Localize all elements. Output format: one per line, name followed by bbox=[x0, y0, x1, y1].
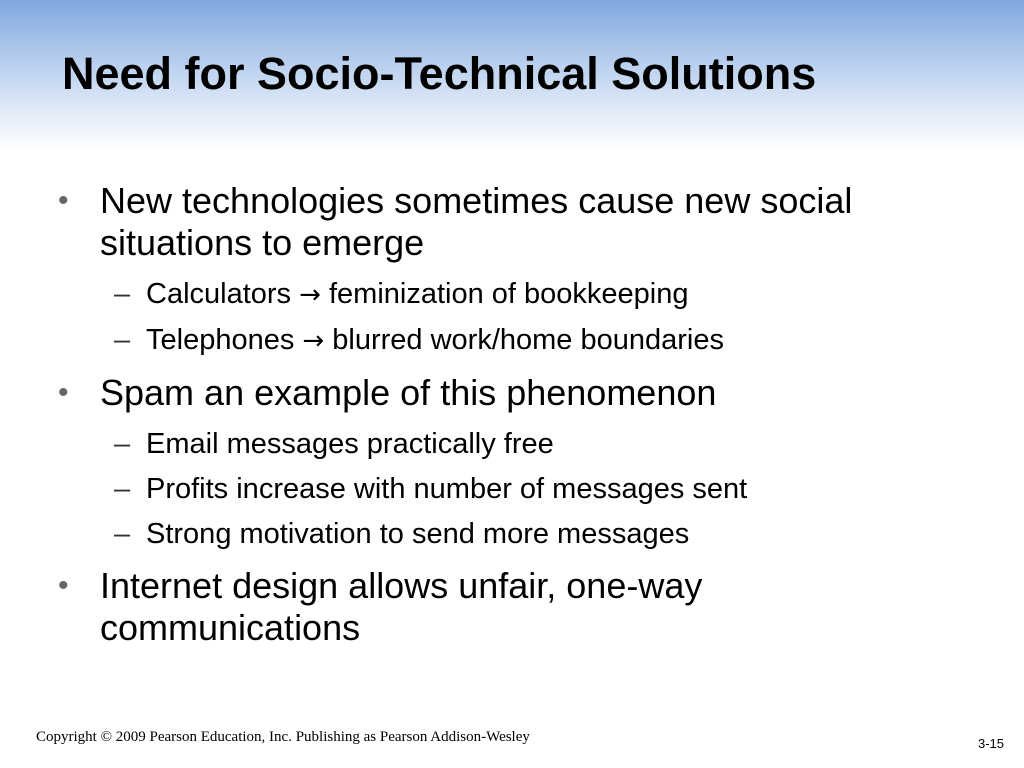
bullet-item bbox=[58, 565, 958, 649]
sub-bullet-item bbox=[100, 422, 958, 467]
bullet-text: Spam an example of this phenomenon bbox=[100, 372, 717, 413]
right-arrow-icon: → bbox=[299, 280, 321, 310]
sub-bullet-text-after: feminization of bookkeeping bbox=[328, 278, 689, 310]
sub-bullet-text-before: Telephones bbox=[146, 324, 295, 356]
bullet-item bbox=[58, 372, 958, 557]
sub-bullet-item bbox=[100, 318, 958, 364]
bullet-item bbox=[58, 180, 958, 364]
sub-bullet-marker: – bbox=[114, 324, 131, 356]
sub-bullet-marker: – bbox=[114, 518, 131, 550]
bullet-marker: • bbox=[58, 184, 69, 217]
sub-bullet-text: Profits increase with number of messages sent bbox=[146, 473, 748, 505]
sub-bullet-text-after: blurred work/home boundaries bbox=[332, 324, 724, 356]
right-arrow-icon: → bbox=[302, 326, 325, 356]
bullet-marker: • bbox=[58, 569, 69, 602]
sub-bullet-item bbox=[100, 467, 958, 512]
slide-title: Need for Socio-Technical Solutions bbox=[62, 48, 817, 99]
sub-bullet-marker: – bbox=[114, 428, 131, 460]
bullet-text: New technologies sometimes cause new social situations to emerge bbox=[100, 180, 853, 263]
sub-bullet-list bbox=[100, 272, 958, 364]
sub-bullet-marker: – bbox=[114, 278, 131, 310]
sub-bullet-text-before: Calculators bbox=[146, 278, 292, 310]
page-number: 3-15 bbox=[977, 736, 1004, 751]
bullet-text: Internet design allows unfair, one-way communications bbox=[100, 565, 703, 648]
sub-bullet-text: Email messages practically free bbox=[146, 428, 554, 460]
sub-bullet-item bbox=[100, 272, 958, 318]
bullet-marker: • bbox=[58, 376, 69, 409]
sub-bullet-item bbox=[100, 512, 958, 557]
copyright-notice: Copyright © 2009 Pearson Education, Inc. Publishing as Pearson Addison-Wesley bbox=[36, 729, 530, 745]
bullet-list bbox=[58, 180, 958, 653]
sub-bullet-list bbox=[100, 422, 958, 557]
sub-bullet-marker: – bbox=[114, 473, 131, 505]
sub-bullet-text: Strong motivation to send more messages bbox=[146, 518, 690, 550]
